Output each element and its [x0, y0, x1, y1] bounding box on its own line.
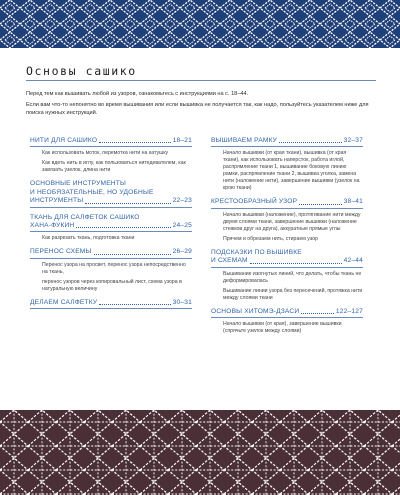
toc-entry-heading[interactable] — [211, 137, 363, 145]
toc-entry-pages: 38–41 — [343, 198, 363, 206]
toc-entry-note: Перенос узора на просвет, перенос узора непосредственно на ткань, — [42, 261, 186, 275]
bottom-pattern-graphic — [0, 410, 400, 495]
toc-entry-note: Как вдеть нить в иглу, как пользоваться нитедевателем, как завязать узелок, длина нити — [42, 160, 186, 174]
toc-entry-heading[interactable] — [30, 180, 192, 205]
toc-entry-title-line: ИНСТРУМЕНТЫ — [30, 197, 84, 205]
toc-entry-title-line: ХАНА-ФУКИН — [30, 222, 75, 230]
toc-entry-pages: 42–44 — [343, 257, 363, 265]
leader-dots — [301, 313, 334, 314]
toc-entry-pages: 22–23 — [172, 197, 192, 205]
entry-divider — [30, 207, 192, 208]
toc-entry-pages: 122–127 — [335, 307, 363, 315]
entry-divider — [211, 317, 363, 318]
leader-dots — [76, 227, 170, 228]
toc-entry-note: Вышивание линии узора без пересечений, протяжка нити между слоями ткани — [223, 287, 363, 301]
toc-entry-heading[interactable] — [211, 308, 363, 316]
toc-left-column — [30, 137, 192, 315]
entry-divider — [211, 146, 363, 147]
bottom-pattern-band — [0, 410, 400, 495]
toc-entry-title: ДЕЛАЕМ САЛФЕТКУ — [30, 298, 98, 306]
leader-dots — [299, 204, 341, 205]
entry-divider — [30, 308, 192, 309]
toc-entry — [211, 137, 363, 192]
toc-entry-note: Начало вышивки (от края), завершение вышивки (спрячьте узелок между слоями) — [223, 321, 342, 335]
leader-dots — [250, 263, 342, 264]
toc-right-column — [211, 137, 363, 341]
toc-entry — [30, 137, 192, 174]
toc-entry — [30, 214, 192, 243]
toc-entry-title-line: И НЕОБЯЗАТЕЛЬНЫЕ, НО УДОБНЫЕ — [30, 188, 154, 196]
toc-entry-pages: 18–21 — [172, 137, 192, 144]
toc-entry-note: Прячем и обрезаем нить, стираем узор — [223, 235, 318, 242]
toc-entry-note: Как использовать моток, перемотка нити на катушку — [42, 150, 169, 157]
toc-entry — [30, 248, 192, 292]
entry-divider — [211, 267, 363, 268]
toc-entry — [211, 249, 363, 302]
toc-entry-note: Как разрезать ткань, подготовка ткани — [42, 235, 135, 242]
toc-entry — [211, 198, 363, 242]
toc-entry-title-line: ТКАНЬ ДЛЯ САЛФЕТОК САШИКО — [30, 213, 140, 221]
toc-entry-heading[interactable] — [30, 299, 192, 307]
toc-entry-pages: 24–25 — [172, 222, 192, 230]
toc-entry-note: Вышивание изогнутых линий, что делать, чтобы ткань не деформировалась — [223, 270, 362, 284]
title-divider — [26, 80, 376, 81]
leader-dots — [85, 203, 170, 204]
toc-entry — [30, 299, 192, 309]
entry-divider — [30, 258, 192, 259]
leader-dots — [99, 142, 170, 143]
top-pattern-graphic — [0, 0, 400, 48]
leader-dots — [99, 304, 170, 305]
leader-dots — [94, 254, 171, 255]
toc-entry-title: ОСНОВЫ ХИТОМЭ-ДЗАСИ — [211, 307, 300, 315]
toc-entry-note: Начало вышивки (наложение), протягивание нити между двумя слоями ткани, завершение вышивки (наложение стежков друг на друга), аккуратные прямые углы — [223, 211, 361, 232]
top-pattern-band — [0, 0, 400, 48]
toc-entry-pages: 30–31 — [172, 298, 192, 306]
toc-entry-heading[interactable] — [30, 214, 192, 231]
leader-dots — [279, 142, 342, 143]
toc-entry-title-line: И СХЕМАМ — [211, 257, 248, 265]
toc-entry-title: ВЫШИВАЕМ РАМКУ — [211, 137, 278, 144]
toc-entry — [30, 180, 192, 207]
toc-entry-note: Начало вышивки (от края ткани), вышивка (от края ткани), как использовать наперсток, работа иглой, распрямление ткани 1, вышивание боковую линию рамки, распрямление ткани 2, вышивка уголка, замена нити (наложение нити), завершение вышивки (узелок на крою ткани) — [223, 150, 360, 192]
toc-entry-pages: 26–29 — [172, 248, 192, 256]
toc-entry-title-line: ОСНОВНЫЕ ИНСТРУМЕНТЫ — [30, 180, 127, 188]
toc-entry-title: КРЕСТООБРАЗНЫЙ УЗОР — [211, 198, 298, 206]
entry-divider — [30, 146, 192, 147]
entry-divider — [211, 208, 363, 209]
toc-entry-note: перенос узоров через копировальный лист, схема узора в натуральную величину — [42, 278, 182, 292]
intro-paragraph-1: Перед тем как вышивать любой из узоров, ознакомьтесь с инструкциями на с. 18–44. — [26, 91, 249, 97]
toc-entry-heading[interactable] — [30, 137, 192, 145]
toc-entry-pages: 32–37 — [343, 137, 363, 144]
entry-divider — [30, 231, 192, 232]
toc-entry-title-line: ПОДСКАЗКИ ПО ВЫШИВКЕ — [211, 248, 302, 256]
toc-entry-heading[interactable] — [30, 248, 192, 256]
page-title: Основы сашико — [26, 64, 137, 78]
intro-paragraph-2: Если вам что-то непонятно во время вышивания или если вышивка не получается так, как надо, пользуйтесь указателем ниже для поиска нужных инструкций. — [26, 102, 369, 116]
toc-entry-title: НИТИ ДЛЯ САШИКО — [30, 137, 98, 144]
toc-entry-title: ПЕРЕНОС СХЕМЫ — [30, 248, 92, 256]
toc-entry-heading[interactable] — [211, 249, 363, 266]
toc-entry — [211, 308, 363, 335]
toc-entry-heading[interactable] — [211, 198, 363, 206]
